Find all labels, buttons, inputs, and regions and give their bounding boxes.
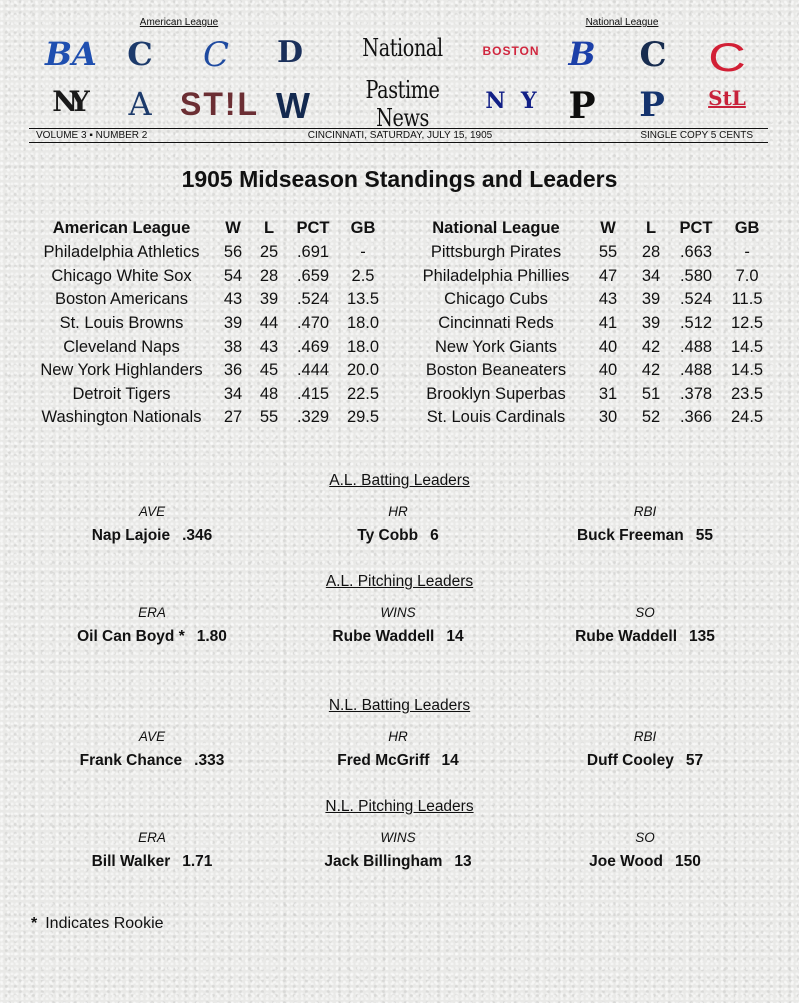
leader-entry [268,628,528,646]
col-l: L [645,218,657,237]
games-back: 23.5 [731,384,764,403]
al-team-logo-icon: C [127,35,153,73]
team-name: Boston Americans [55,290,188,309]
losses: 39 [641,290,661,309]
nl-standings-table [417,215,763,430]
table-row [417,241,763,265]
wins: 40 [598,337,618,356]
al-standings-table [34,215,381,430]
losses: 28 [641,243,661,262]
wins: 43 [223,290,243,309]
losses: 34 [641,266,661,285]
wins: 39 [223,314,243,333]
leader-player: Jack Billingham [324,853,443,870]
leader-value: .346 [182,527,213,544]
al-team-logo-icon: NY [52,85,82,118]
losses: 42 [641,361,661,380]
dateline: CINCINNATI, SATURDAY, JULY 15, 1905 [307,130,493,141]
leader-entry [22,853,282,871]
nl-team-logo-icon: B [568,35,596,73]
header-rule-bottom [29,142,768,143]
games-back: 18.0 [346,314,380,333]
games-back: 12.5 [731,314,764,333]
losses: 48 [259,384,279,403]
al-label: American League [139,17,219,28]
win-pct: .488 [679,337,713,356]
losses: 51 [641,384,661,403]
games-back: - [360,243,366,262]
header-rule-top [29,128,768,129]
col-gb: GB [734,218,760,237]
win-pct: .488 [679,361,713,380]
games-back: 13.5 [346,290,380,309]
table-header-row [34,215,381,241]
team-name: Philadelphia Athletics [43,243,200,262]
table-row [34,312,381,336]
table-row [34,241,381,265]
win-pct: .580 [679,266,713,285]
wins: 36 [223,361,243,380]
price: SINGLE COPY 5 CENTS [640,130,753,141]
wins: 27 [223,408,243,427]
leader-player: Bill Walker [91,853,171,870]
wins: 38 [223,337,243,356]
wins: 43 [598,290,618,309]
asterisk-mark: * [31,915,38,932]
win-pct: .470 [296,314,330,333]
leader-category: WINS [380,605,416,620]
table-row [34,383,381,407]
win-pct: .691 [296,243,330,262]
masthead-line1: National [362,34,443,62]
leader-player: Duff Cooley [586,752,674,769]
leader-player: Joe Wood [589,853,663,870]
win-pct: .659 [296,266,330,285]
col-w: W [225,218,241,237]
leader-category: WINS [380,830,416,845]
win-pct: .524 [679,290,713,309]
games-back: 14.5 [731,361,764,380]
wins: 30 [598,408,618,427]
team-name: New York Giants [435,337,557,356]
leader-entry [515,853,775,871]
leader-entry [268,853,528,871]
games-back: 18.0 [346,337,380,356]
win-pct: .524 [296,290,330,309]
win-pct: .663 [679,243,713,262]
nl-team-logo-icon: P [568,85,596,127]
table-row [417,383,763,407]
losses: 44 [259,314,279,333]
table-row [34,335,381,359]
team-name: Cleveland Naps [63,337,180,356]
col-w: W [600,218,616,237]
table-row [34,406,381,430]
team-name: New York Highlanders [40,361,203,380]
team-name: Detroit Tigers [72,384,171,403]
page-title: 1905 Midseason Standings and Leaders [181,166,618,192]
table-row [417,312,763,336]
leader-value: 13 [454,853,472,870]
games-back: 29.5 [346,408,380,427]
leader-value: 150 [674,853,701,870]
wins: 56 [223,243,243,262]
losses: 39 [259,290,279,309]
team-name: Boston Beaneaters [425,361,567,380]
losses: 45 [259,361,279,380]
win-pct: .444 [296,361,330,380]
col-pct: PCT [296,218,330,237]
leader-category: AVE [138,504,166,519]
leader-entry [268,527,528,545]
table-row [417,406,763,430]
wins: 47 [598,266,618,285]
table-row [417,265,763,289]
leader-value: 14 [446,628,464,645]
nl-team-logo-icon: P [639,85,665,125]
games-back: 22.5 [346,384,380,403]
leader-entry [515,628,775,646]
table-row [417,335,763,359]
nl-team-logo-icon: BOSTON [482,44,540,58]
wins: 40 [598,361,618,380]
col-team: National League [432,218,560,237]
leader-entry [515,527,775,545]
win-pct: .366 [679,408,713,427]
col-team: American League [52,218,191,237]
leader-entry [268,752,528,770]
losses: 25 [259,243,279,262]
al-team-logo-icon: A [128,85,152,123]
leader-player: Nap Lajoie [91,527,171,544]
col-gb: GB [350,218,376,237]
leader-value: 1.80 [196,628,227,645]
losses: 28 [259,266,279,285]
games-back: 2.5 [351,266,375,285]
leaders-section-title: A.L. Pitching Leaders [325,573,474,590]
masthead-line2: Pastime News [365,76,440,132]
leader-value: 1.71 [182,853,213,870]
leader-player: Rube Waddell [332,628,435,645]
table-row [417,288,763,312]
al-team-logo-icon: D [276,35,303,70]
table-row [34,265,381,289]
team-name: Cincinnati Reds [438,314,554,333]
leader-category: SO [635,830,655,845]
leader-player: Buck Freeman [576,527,684,544]
footnote [31,915,164,933]
table-header-row [417,215,763,241]
games-back: 11.5 [731,290,763,309]
al-team-logo-icon: BA [45,35,97,73]
leader-player: Rube Waddell [575,628,678,645]
games-back: 7.0 [735,266,759,285]
leader-value: 135 [689,628,715,645]
team-name: St. Louis Browns [59,314,184,333]
games-back: 20.0 [346,361,380,380]
leader-value: 6 [430,527,439,544]
games-back: - [744,243,750,262]
leader-value: 57 [685,752,704,769]
losses: 43 [259,337,279,356]
leader-category: ERA [138,605,166,620]
team-name: Washington Nationals [41,408,202,427]
nl-team-logo-icon: StL [708,86,746,110]
games-back: 14.5 [731,337,764,356]
col-l: L [263,218,275,237]
losses: 42 [641,337,661,356]
losses: 52 [641,408,661,427]
leader-entry [515,752,775,770]
table-row [34,288,381,312]
leader-category: AVE [138,729,166,744]
leader-player: Frank Chance [79,752,183,769]
nl-team-logo-icon: C [708,36,746,80]
team-name: St. Louis Cardinals [426,408,566,427]
nl-team-logo-icon: C [639,35,667,75]
nl-label: National League [585,17,659,28]
leader-player: Oil Can Boyd * [77,628,185,645]
table-row [417,359,763,383]
leader-player: Ty Cobb [357,527,419,544]
win-pct: .469 [296,337,330,356]
nl-team-logo-icon: N Y [485,88,537,114]
win-pct: .415 [296,384,330,403]
wins: 34 [223,384,243,403]
leader-value: .333 [194,752,225,769]
leader-category: RBI [633,504,657,519]
win-pct: .378 [679,384,713,403]
footnote-text: Indicates Rookie [45,915,164,932]
win-pct: .329 [296,408,330,427]
col-pct: PCT [679,218,713,237]
win-pct: .512 [679,314,713,333]
volume-number: VOLUME 3 ▪ NUMBER 2 [36,130,148,141]
team-name: Brooklyn Superbas [426,384,566,403]
wins: 55 [598,243,618,262]
leader-category: HR [388,504,408,519]
leaders-section-title: N.L. Pitching Leaders [325,798,474,815]
leader-value: 14 [441,752,459,769]
losses: 55 [259,408,279,427]
team-name: Chicago Cubs [444,290,548,309]
al-team-logo-icon: W [276,85,310,126]
team-name: Chicago White Sox [51,266,192,285]
leader-entry [22,527,282,545]
leaders-section-title: A.L. Batting Leaders [329,472,470,489]
wins: 54 [223,266,243,285]
leader-entry [22,628,282,646]
wins: 41 [598,314,618,333]
leader-player: Fred McGriff [337,752,430,769]
leaders-section-title: N.L. Batting Leaders [328,697,471,714]
games-back: 24.5 [731,408,764,427]
leader-value: 55 [695,527,714,544]
team-name: Philadelphia Phillies [422,266,570,285]
team-name: Pittsburgh Pirates [430,243,562,262]
losses: 39 [641,314,661,333]
leader-category: RBI [633,729,657,744]
table-row [34,359,381,383]
al-team-logo-icon: ST!L [180,86,260,122]
leader-category: ERA [138,830,166,845]
wins: 31 [598,384,618,403]
leader-entry [22,752,282,770]
al-team-logo-icon: C [202,35,229,75]
leader-category: SO [635,605,655,620]
leader-category: HR [388,729,408,744]
